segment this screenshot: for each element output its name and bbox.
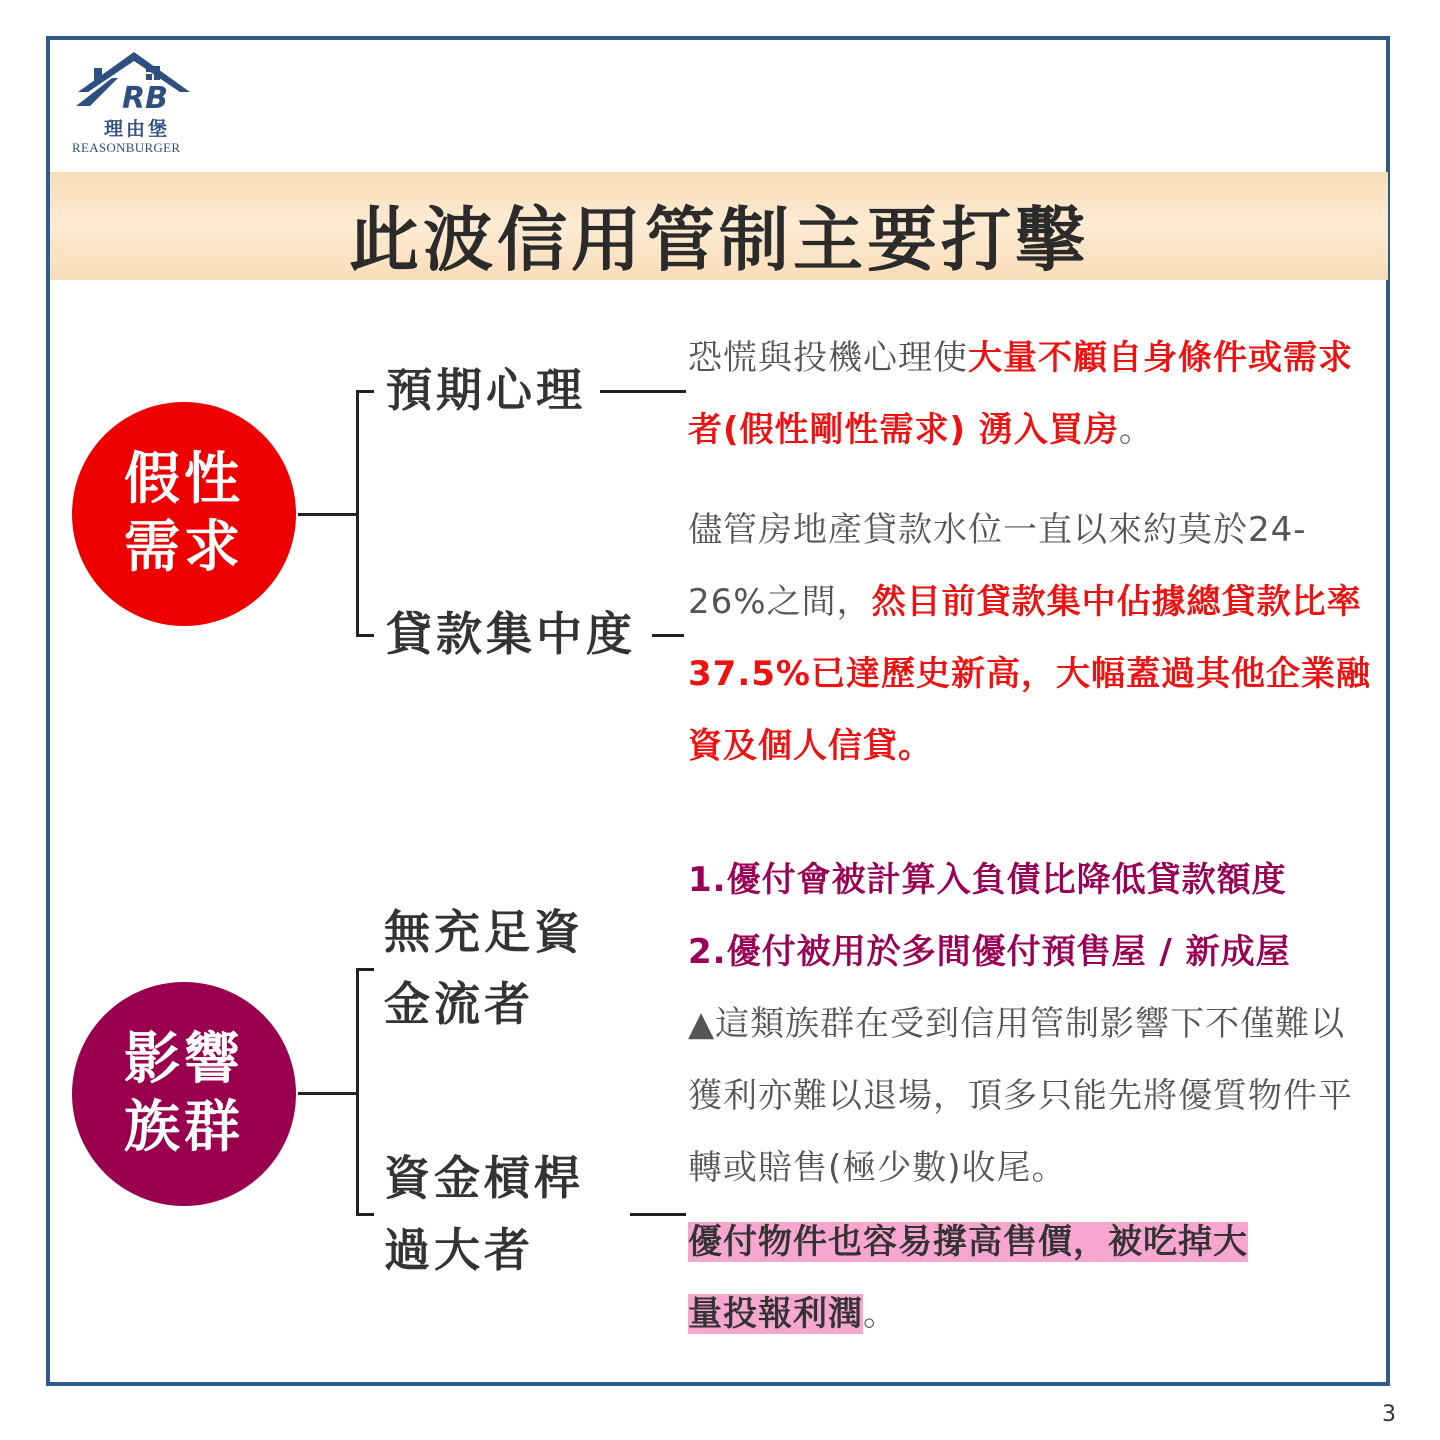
bracket-tick: [356, 390, 374, 393]
emphasis-red: 然目前貸款集中佔據總貸款比率37.5%已達歷史新高，大幅蓋過其他企業融資及個人信貸。: [688, 582, 1371, 766]
circle-label: 假性需求: [124, 447, 244, 580]
house-logo-icon: [72, 48, 196, 116]
branch-insufficient-cashflow: 無充足資金流者: [384, 905, 584, 1031]
emphasis-red: 大量不顧自身條件或需求者(假性剛性需求) 湧入買房: [688, 338, 1353, 450]
circle-affected-groups: [72, 982, 296, 1206]
title-band: [50, 172, 1388, 280]
highlight-text: 優付物件也容易撐高售價，被吃掉大: [688, 1222, 1248, 1262]
logo-name-cn: 理由堡: [104, 118, 171, 140]
paragraph-insufficient-cashflow: [688, 844, 1378, 1204]
circle-false-demand: [72, 402, 296, 626]
connector-line: [652, 634, 684, 637]
paragraph-loan-concentration: 儘管房地產貸款水位一直以來約莫於24-26%之間，然目前貸款集中佔據總貸款比率37.5%已達歷史新高，大幅蓋過其他企業融資及個人信貸。: [688, 510, 1371, 766]
brand-logo: [66, 48, 216, 160]
paragraph-expectation: 恐慌與投機心理使大量不顧自身條件或需求者(假性剛性需求) 湧入買房。: [688, 338, 1353, 450]
branch-loan-concentration: 貸款集中度: [386, 607, 636, 661]
bracket-vertical: [356, 390, 359, 637]
logo-name-en: REASONBURGER: [72, 140, 181, 155]
bracket-vertical: [356, 968, 359, 1216]
bracket-tick: [356, 1213, 374, 1216]
highlight-text: 量投報利潤: [688, 1294, 863, 1334]
branch-expectation: 預期心理: [386, 363, 586, 417]
connector-line: [600, 390, 686, 393]
point-1: 1.優付會被計算入負債比降低貸款額度: [688, 860, 1287, 900]
connector-line: [298, 1092, 358, 1095]
point-2: 2.優付被用於多間優付預售屋 / 新成屋: [688, 932, 1291, 972]
branch-excessive-leverage: 資金槓桿過大者: [384, 1151, 584, 1277]
page-title: 此波信用管制主要打擊: [349, 199, 1089, 281]
logo-mark-text: RB: [122, 81, 168, 116]
page-number: 3: [1382, 1402, 1396, 1427]
connector-line: [298, 513, 358, 516]
bracket-tick: [356, 634, 374, 637]
bracket-tick: [356, 968, 374, 971]
paragraph-excessive-leverage: 優付物件也容易撐高售價，被吃掉大 量投報利潤。: [688, 1222, 1248, 1334]
circle-label: 影響族群: [124, 1027, 244, 1160]
connector-line: [630, 1213, 686, 1216]
note-triangle: ▲這類族群在受到信用管制影響下不僅難以獲利亦難以退場，頂多只能先將優質物件平轉或賠售(極少數)收尾。: [688, 1004, 1353, 1188]
